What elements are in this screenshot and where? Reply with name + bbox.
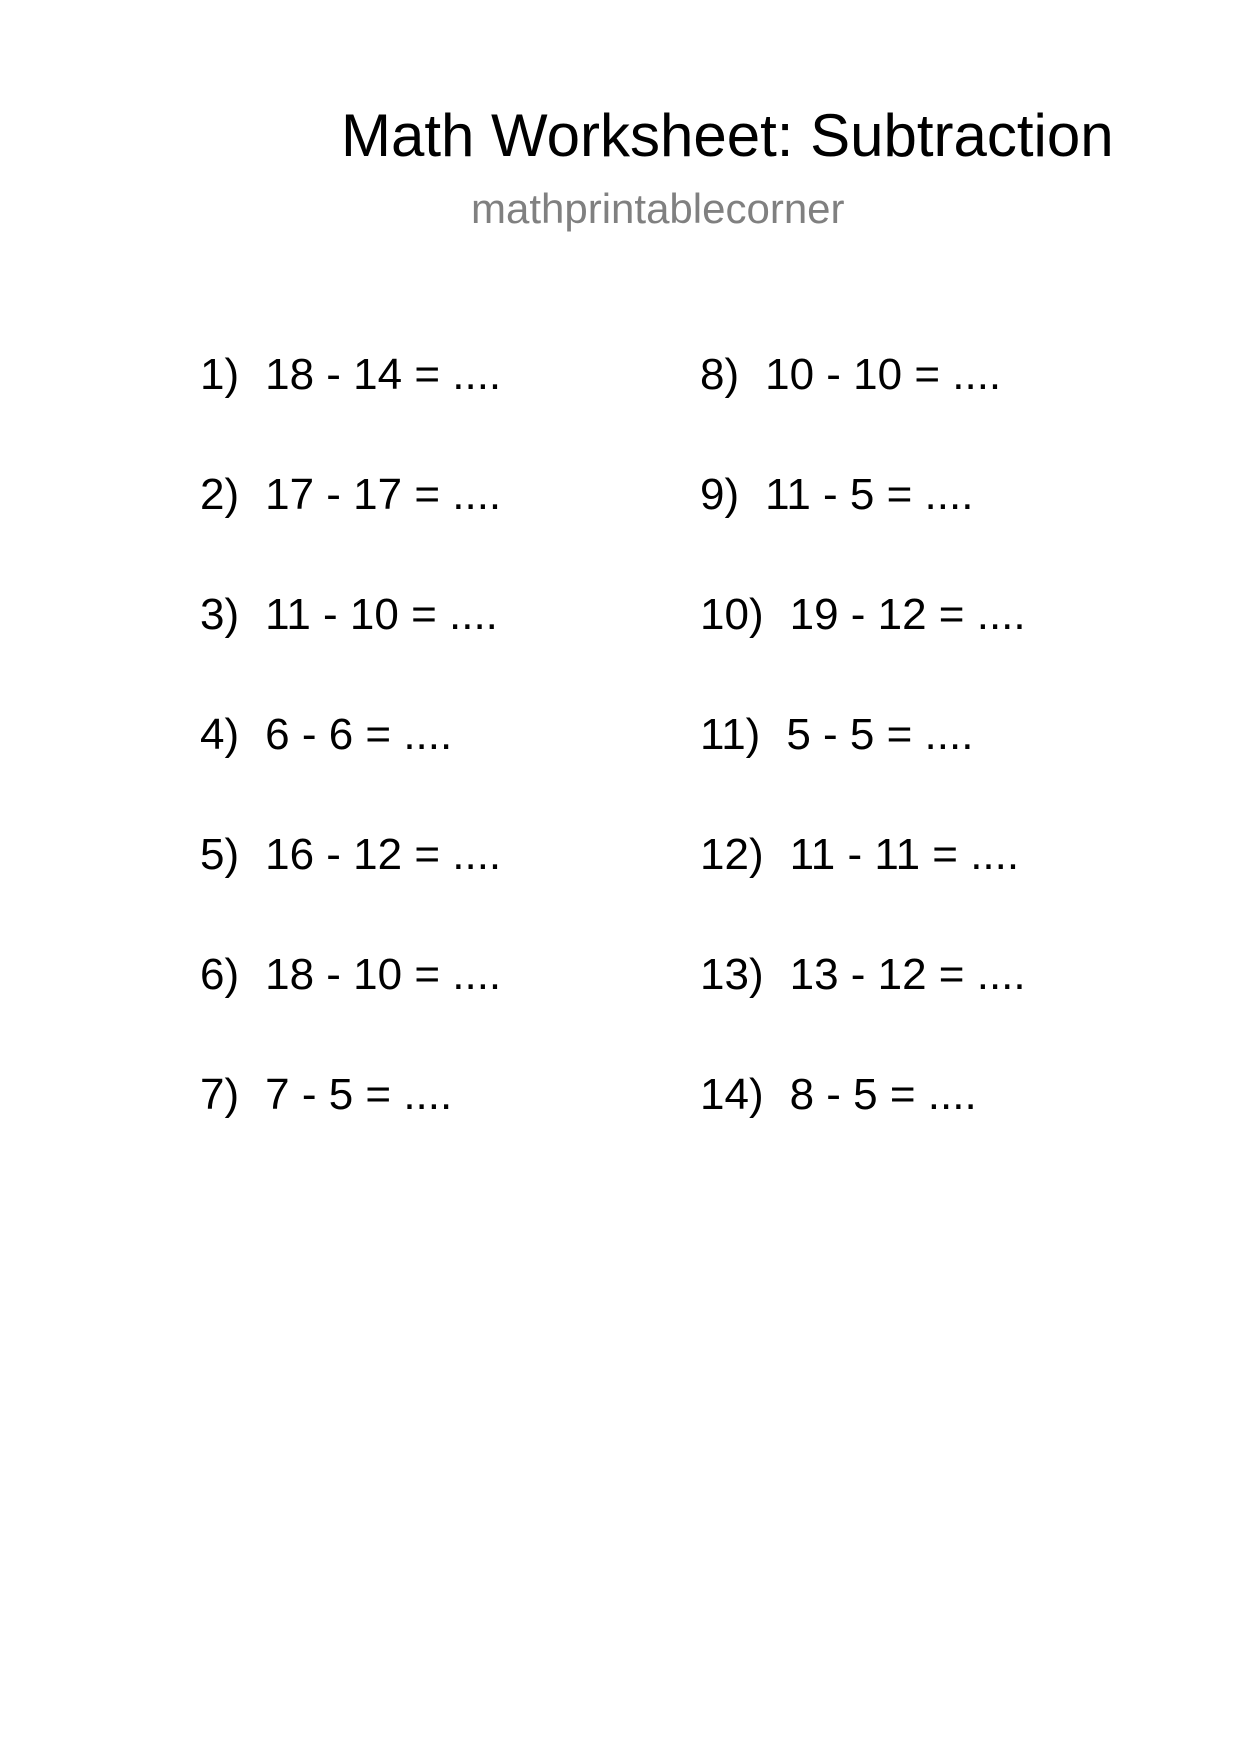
- problem-expression: 18 - 10 = ....: [265, 950, 502, 999]
- problem-expression: 17 - 17 = ....: [265, 470, 502, 519]
- problem-item: [700, 587, 1026, 707]
- page-title: Math Worksheet: Subtraction: [341, 102, 1114, 169]
- problem-item: [700, 1067, 1026, 1187]
- problems-left-column: [200, 347, 501, 1187]
- problem-number: 5): [200, 830, 240, 879]
- problem-item: [200, 347, 501, 467]
- problem-number: 11): [700, 710, 761, 759]
- problem-item: [200, 1067, 501, 1187]
- problem-item: [200, 587, 501, 707]
- problem-item: [200, 707, 501, 827]
- problem-number: 7): [200, 1070, 240, 1119]
- problem-expression: 16 - 12 = ....: [265, 830, 502, 879]
- problem-item: [700, 467, 1026, 587]
- page-subtitle: mathprintablecorner: [471, 185, 845, 232]
- problems-right-column: [700, 347, 1026, 1187]
- problem-number: 10): [700, 590, 764, 639]
- problem-number: 12): [700, 830, 764, 879]
- problem-expression: 11 - 10 = ....: [265, 590, 498, 639]
- problem-expression: 7 - 5 = ....: [265, 1070, 453, 1119]
- problem-number: 6): [200, 950, 240, 999]
- problem-item: [700, 827, 1026, 947]
- problem-expression: 8 - 5 = ....: [789, 1070, 977, 1119]
- problem-item: [200, 827, 501, 947]
- problem-item: [200, 467, 501, 587]
- problem-expression: 10 - 10 = ....: [765, 350, 1002, 399]
- problem-number: 9): [700, 470, 740, 519]
- problem-number: 14): [700, 1070, 764, 1119]
- problem-item: [700, 347, 1026, 467]
- problem-number: 3): [200, 590, 240, 639]
- problem-expression: 5 - 5 = ....: [786, 710, 974, 759]
- problem-item: [200, 947, 501, 1067]
- problem-expression: 19 - 12 = ....: [789, 590, 1026, 639]
- problem-expression: 6 - 6 = ....: [265, 710, 453, 759]
- problem-expression: 11 - 11 = ....: [789, 830, 1020, 879]
- problem-item: [700, 707, 1026, 827]
- problem-expression: 11 - 5 = ....: [765, 470, 974, 519]
- problem-expression: 13 - 12 = ....: [789, 950, 1026, 999]
- problem-number: 4): [200, 710, 240, 759]
- problem-number: 1): [200, 350, 240, 399]
- problem-number: 2): [200, 470, 240, 519]
- problem-number: 8): [700, 350, 740, 399]
- problem-item: [700, 947, 1026, 1067]
- problem-number: 13): [700, 950, 764, 999]
- problem-expression: 18 - 14 = ....: [265, 350, 502, 399]
